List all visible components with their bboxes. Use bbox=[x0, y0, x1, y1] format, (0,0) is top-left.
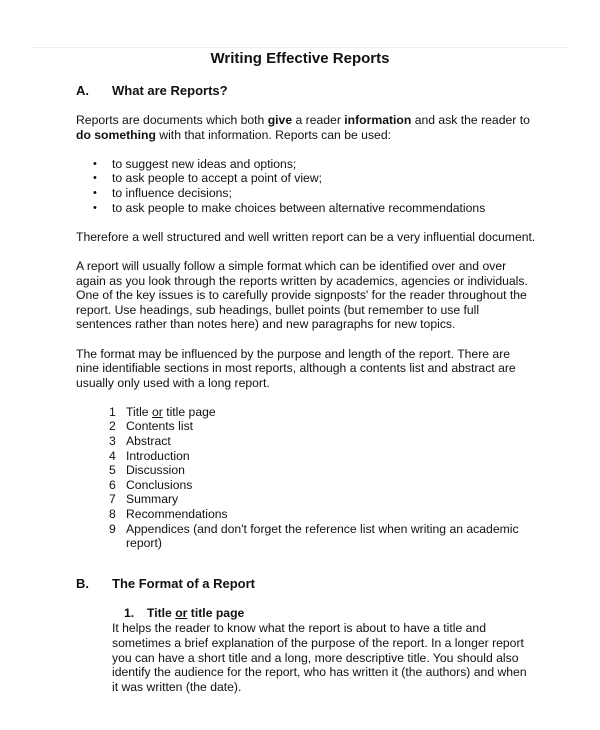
paragraph-line: you can have a short title and a long, more descriptive title. You should also bbox=[112, 650, 519, 665]
section-a-intro bbox=[76, 113, 556, 142]
list-item bbox=[76, 419, 556, 434]
intro-bold-do-something: do something bbox=[76, 127, 156, 142]
bullet-icon: • bbox=[93, 157, 97, 170]
list-item-text: to influence decisions; bbox=[112, 185, 232, 200]
list-item bbox=[76, 478, 556, 493]
list-item bbox=[76, 522, 556, 551]
subsection-number: 1. bbox=[124, 605, 135, 620]
section-b-letter: B. bbox=[76, 575, 89, 591]
list-item bbox=[76, 186, 556, 201]
bullet-icon: • bbox=[93, 201, 97, 214]
list-item-text: to suggest new ideas and options; bbox=[112, 156, 297, 171]
list-number: 8 bbox=[109, 507, 116, 522]
paragraph-line: sentences rather than notes here) and new paragraphs for new topics. bbox=[76, 317, 456, 332]
list-item-text: Title bbox=[126, 404, 152, 419]
paragraph-sections bbox=[76, 347, 556, 391]
paragraph-line: The format may be influenced by the purpose and length of the report. There are bbox=[76, 346, 511, 361]
list-number: 1 bbox=[109, 404, 116, 419]
list-item-text: Discussion bbox=[126, 463, 185, 478]
paragraph-line: It helps the reader to know what the report is about to have a title and bbox=[112, 621, 486, 636]
list-number: 3 bbox=[109, 434, 116, 449]
paragraph-line: again as you look through the reports written by academics, agencies or individuals. bbox=[76, 273, 528, 288]
list-item bbox=[76, 492, 556, 507]
list-item bbox=[76, 171, 556, 186]
list-number: 4 bbox=[109, 448, 116, 463]
page-top-rule bbox=[32, 47, 568, 48]
intro-bold-give: give bbox=[267, 113, 293, 127]
subsection-title-text: title page bbox=[187, 605, 245, 620]
list-item bbox=[76, 405, 556, 420]
intro-text-4: with that information. Reports can be used: bbox=[155, 127, 391, 142]
report-sections-list bbox=[76, 405, 556, 551]
list-number: 2 bbox=[109, 419, 116, 434]
paragraph-line: usually only used with a long report. bbox=[76, 375, 270, 390]
intro-text-2: a reader bbox=[292, 113, 345, 127]
list-item-text: Conclusions bbox=[126, 477, 193, 492]
paragraph-line: it was written (the date). bbox=[112, 679, 242, 694]
list-number: 7 bbox=[109, 492, 116, 507]
section-b-title: The Format of a Report bbox=[112, 575, 256, 591]
bullet-icon: • bbox=[93, 172, 97, 185]
paragraph-line: One of the key issues is to carefully provide signposts' for the reader throughout the bbox=[76, 288, 527, 303]
subsection-title-underlined: or bbox=[175, 605, 188, 620]
section-a-letter: A. bbox=[76, 83, 89, 98]
paragraph-line: identify the audience for the report, who has written it (the authors) and when bbox=[112, 665, 527, 680]
list-item-text: Summary bbox=[126, 492, 179, 507]
list-number: 5 bbox=[109, 463, 116, 478]
section-b-heading bbox=[76, 577, 556, 592]
list-item-text: Recommendations bbox=[126, 507, 228, 522]
list-item-text: report) bbox=[126, 536, 162, 551]
bullet-icon: • bbox=[93, 186, 97, 199]
subsection-1-text bbox=[76, 621, 556, 694]
paragraph-influential: Therefore a well structured and well written report can be a very influential document. bbox=[76, 229, 536, 244]
paragraph-line: nine identifiable sections in most reports, although a contents list and abstract are bbox=[76, 361, 516, 376]
list-item-text: Introduction bbox=[126, 448, 190, 463]
list-item-text: to ask people to make choices between alternative recommendations bbox=[112, 200, 486, 215]
intro-text-1: Reports are documents which both bbox=[76, 113, 268, 127]
list-item bbox=[76, 157, 556, 172]
list-item-text: to ask people to accept a point of view; bbox=[112, 171, 323, 186]
section-a-heading bbox=[76, 84, 556, 99]
intro-bold-information: information bbox=[344, 113, 412, 127]
document-title: Writing Effective Reports bbox=[210, 50, 390, 67]
list-item bbox=[76, 434, 556, 449]
list-item bbox=[76, 201, 556, 216]
list-item bbox=[76, 507, 556, 522]
list-item bbox=[76, 449, 556, 464]
list-item-text: title page bbox=[162, 404, 216, 419]
list-item-text: Contents list bbox=[126, 419, 194, 434]
document-body bbox=[76, 84, 556, 709]
paragraph-line: A report will usually follow a simple format which can be identified over and over bbox=[76, 258, 507, 273]
paragraph-line: report. Use headings, sub headings, bullet points (but remember to use full bbox=[76, 302, 480, 317]
list-item-text: Abstract bbox=[126, 434, 171, 449]
uses-bullet-list bbox=[76, 157, 556, 215]
section-a-title: What are Reports? bbox=[112, 83, 228, 98]
list-item-text: Appendices (and don't forget the reference list when writing an academic bbox=[126, 521, 519, 536]
subsection-1-heading bbox=[76, 606, 556, 621]
list-number: 6 bbox=[109, 477, 116, 492]
subsection-title-text: Title bbox=[147, 605, 176, 620]
list-number: 9 bbox=[109, 521, 116, 536]
intro-text-3: and ask the reader to bbox=[411, 113, 530, 127]
paragraph-format bbox=[76, 259, 556, 332]
list-item-underlined: or bbox=[151, 404, 163, 419]
list-item bbox=[76, 463, 556, 478]
paragraph-line: sometimes a brief explanation of the purpose of the report. In a longer report bbox=[112, 636, 524, 650]
